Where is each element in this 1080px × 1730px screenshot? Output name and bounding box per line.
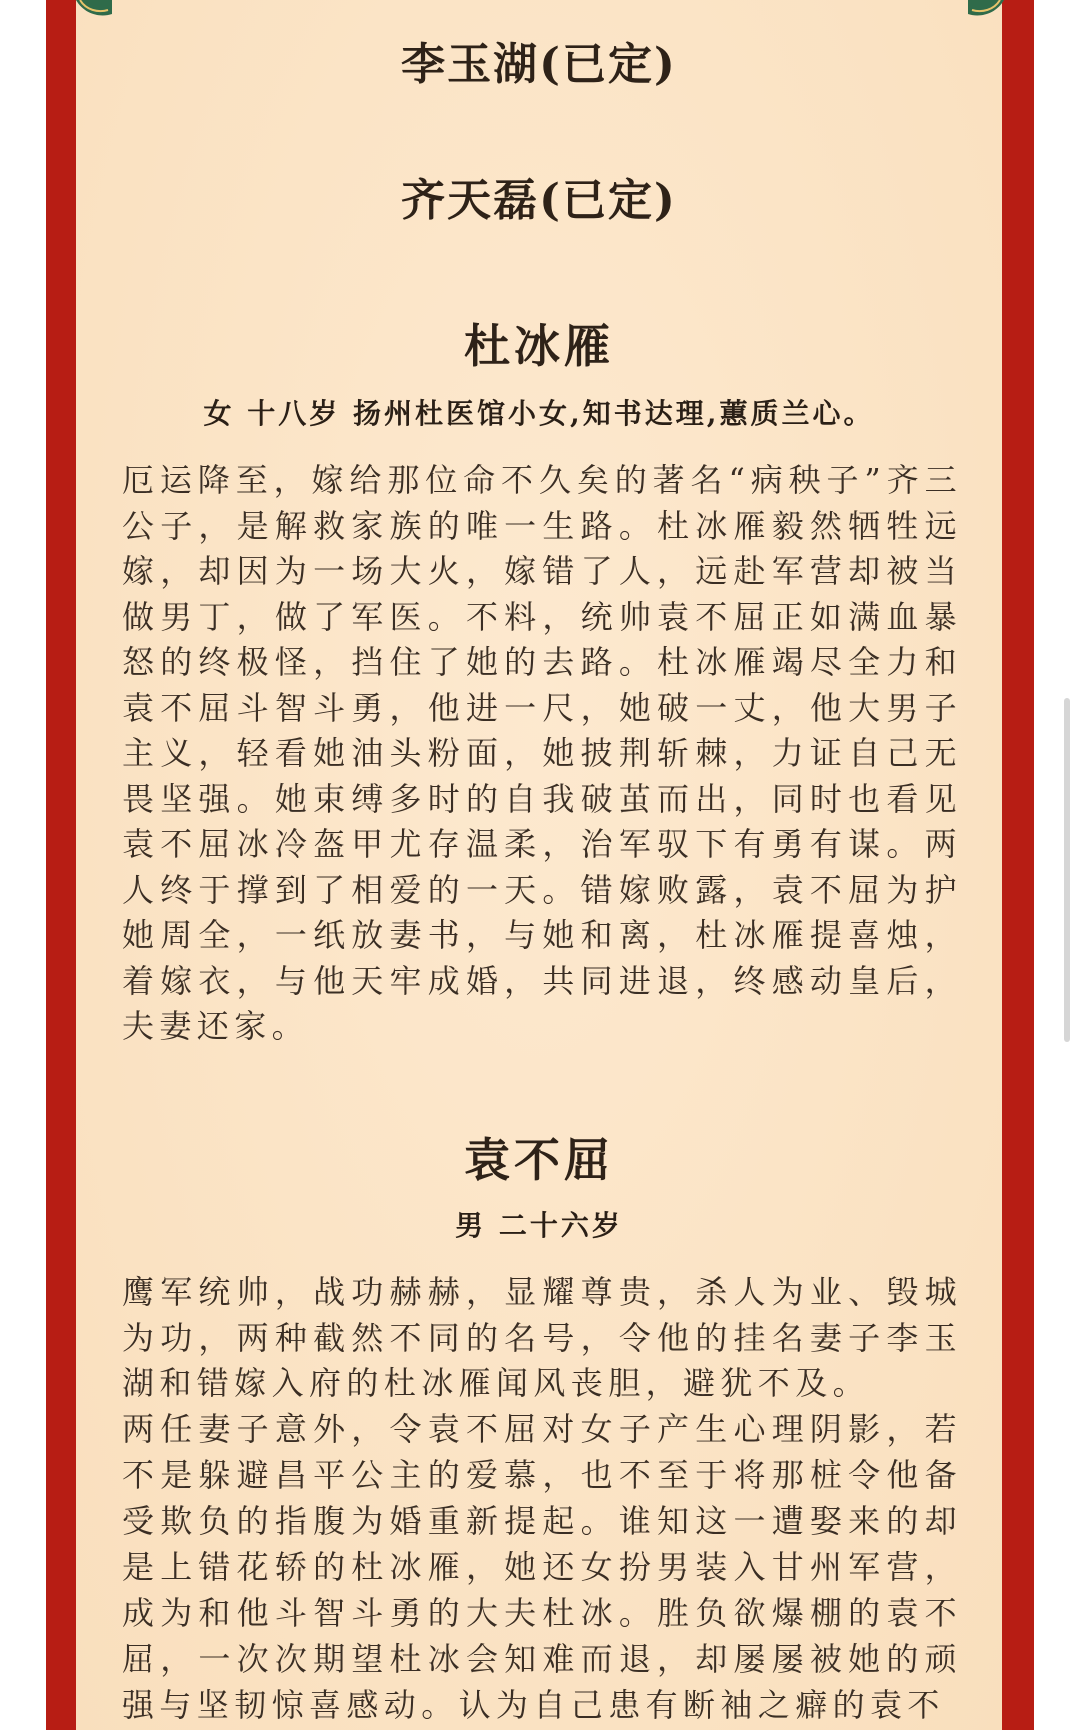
yuan-buqu-bio-paragraph-1: 鹰军统帅，战功赫赫，显耀尊贵，杀人为业、毁城为功，两种截然不同的名号，令他的挂名妻子李玉湖和错嫁入府的杜冰雁闻风丧胆，避犹不及。 <box>122 1273 962 1402</box>
du-binyan-bio: 厄运降至，嫁给那位命不久矣的著名“病秧子”齐三公子，是解救家族的唯一生路。杜冰雁毅然牺牲远嫁，却因为一场大火，嫁错了人，远赴军营却被当做男丁，做了军医。不料，统帅袁不屈正如满血暴怒的终极怪，挡住了她的去路。杜冰雁竭尽全力和袁不屈斗智斗勇，他进一尺，她破一丈，他大男子主义，轻看她油头粉面，她披荆斩棘，力证自己无畏坚强。她束缚多时的自我破茧而出，同时也看见袁不屈冰冷盔甲尤存温柔，治军驭下有勇有谋。两人终于撑到了相爱的一天。错嫁败露，袁不屈为护她周全，一纸放妻书，与她和离，杜冰雁提喜烛，着嫁衣，与他天牢成婚，共同进退，终感动皇后，夫妻还家。 <box>122 461 962 1045</box>
heading-yuan-buqu: 袁不屈 <box>464 1133 614 1187</box>
yuan-buqu-bio-paragraph-2: 两任妻子意外，令袁不屈对女子产生心理阴影，若不是躲避昌平公主的爱慕，也不至于将那桩令他备受欺负的指腹为婚重新提起。谁知这一遭娶来的却是上错花轿的杜冰雁，她还女扮男装入甘州军营，成为和他斗智斗勇的大夫杜冰。胜负欲爆棚的袁不屈，一次次期望杜冰会知难而退，却屡屡被她的顽强与坚韧惊喜感动。认为自己患有断袖之癖的袁不 <box>122 1410 962 1724</box>
du-binyan-subtitle: 女 十八岁 扬州杜医馆小女,知书达理,蕙质兰心。 <box>203 397 875 430</box>
yuan-buqu-subtitle: 男 二十六岁 <box>455 1209 623 1242</box>
heading-qi-tianlei: 齐天磊(已定) <box>401 175 677 226</box>
scrollbar-thumb[interactable] <box>1064 698 1070 1042</box>
corner-ornament-right-icon <box>966 0 1006 26</box>
heading-du-binyan: 杜冰雁 <box>464 319 614 373</box>
heading-li-yuhu: 李玉湖(已定) <box>401 39 677 90</box>
corner-ornament-left-icon <box>74 0 114 26</box>
